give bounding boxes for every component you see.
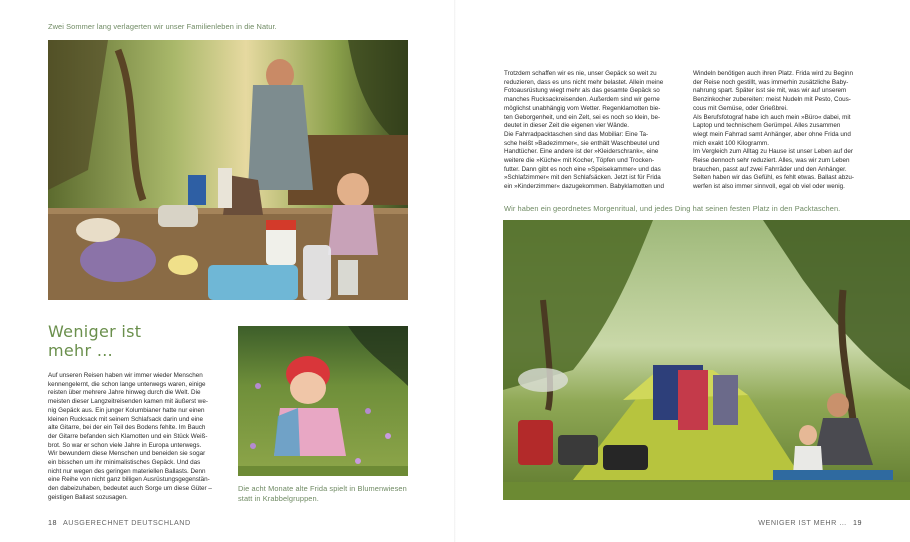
text-line: ein »Kinderzimmer« dazugekommen. Babyklamotten und: [504, 183, 664, 191]
right-body-column-1: [504, 70, 694, 192]
text-line: eine Reihe von nicht ganz billigen Ausrüstungsgegenstän-: [48, 476, 210, 484]
text-line: Reise dennoch sehr reduziert. Alles, was wir zum Leben: [693, 157, 850, 165]
text-line: cous mit Gemüse, oder Grießbrei.: [693, 104, 788, 112]
text-line: »Schlafzimmer« mit den Schlafsäcken. Jetzt ist für Frida: [504, 174, 661, 182]
text-line: mich exakt 100 Kilogramm.: [693, 139, 769, 147]
text-line: nahrung spart. Später isst sie mit, was wir auf unserem: [693, 87, 847, 95]
text-line: Auf unseren Reisen haben wir immer wieder Menschen: [48, 372, 203, 379]
breakfast-photo: [48, 40, 408, 300]
text-line: ten Geborgenheit, und ein Zelt, sei es noch so klein, be-: [504, 113, 661, 121]
left-body-text: [48, 372, 228, 503]
heading-line-2: mehr …: [48, 341, 114, 360]
caption-line: statt in Krabbelgruppen.: [238, 494, 319, 503]
top-photo-caption: Zwei Sommer lang verlagerten wir unser Familienleben in die Natur.: [48, 22, 277, 31]
right-folio: [758, 518, 862, 527]
text-line: Windeln benötigen auch ihren Platz. Frida wird zu Beginn: [693, 70, 853, 77]
campsite-photo: [503, 220, 910, 500]
text-line: Fotoausrüstung wiegt mehr als das gesamte Gepäck so: [504, 87, 660, 95]
text-line: nig Gepäck aus. Ein junger Kolumbianer hatte nur einen: [48, 406, 205, 414]
text-line: alte Gitarre, bei der ein Teil des Bodens fehlte. Im Bauch: [48, 424, 206, 432]
caption-line: Die acht Monate alte Frida spielt in Blumenwiesen: [238, 484, 407, 493]
text-line: möglichst unabhängig vom Wetter. Regenklamotten bie-: [504, 104, 661, 112]
text-line: Handtücher. Eine andere ist der »Kleiderschrank«, eine: [504, 148, 659, 156]
text-line: meisten dieser Langzeitreisenden kamen mit äußerst we-: [48, 398, 208, 406]
right-body-column-2: [693, 70, 873, 192]
text-line: den dabeizuhaben, bedeutet auch Sorge um diese Güter –: [48, 485, 212, 493]
text-line: Benzinkocher zubereiten: meist Nudeln mit Pesto, Cous-: [693, 96, 851, 104]
text-line: nicht nur wegen des geringen materiellen Ballasts. Denn: [48, 467, 206, 475]
text-line: kleinen Rucksack mit seinem Schlafsack darin und eine: [48, 415, 204, 423]
page-gutter: [454, 0, 456, 542]
baby-in-meadow-photo: [238, 326, 408, 476]
text-line: geistigen Ballast sozusagen.: [48, 493, 128, 501]
baby-photo-caption: [238, 484, 408, 504]
text-line: reduzieren, dass es uns nicht mehr belastet. Allein meine: [504, 78, 664, 86]
text-line: der Gitarre befanden sich Klamotten und ein Stück Weiß-: [48, 432, 208, 440]
camp-photo-caption: Wir haben ein geordnetes Morgenritual, und jedes Ding hat seinen festen Platz in den Packtaschen.: [504, 204, 841, 213]
text-line: Die Fahrradpacktaschen sind das Mobiliar: Eine Ta-: [504, 130, 649, 138]
text-line: kennengelernt, die schon lange unterwegs waren, einige: [48, 380, 206, 388]
text-line: weitere die »Küche« mit Kocher, Töpfen und Trocken-: [504, 157, 655, 165]
text-line: brauchen, passt auf zwei Fahrräder und den Anhänger.: [693, 165, 847, 173]
text-line: Als Berufsfotograf habe ich auch mein »Büro« dabei, mit: [693, 113, 851, 121]
running-title: WENIGER IST MEHR …: [758, 518, 847, 527]
text-line: Im Vergleich zum Alltag zu Hause ist unser Leben auf der: [693, 148, 853, 156]
text-line: sche heißt »Badezimmer«, sie enthält Waschbeutel und: [504, 139, 660, 147]
text-line: der Reise noch gestillt, was immerhin zusätzliche Baby-: [693, 78, 849, 86]
text-line: Trotzdem schaffen wir es nie, unser Gepäck so weit zu: [504, 70, 657, 77]
running-title: AUSGERECHNET DEUTSCHLAND: [63, 518, 191, 527]
text-line: Wir bewundern diese Menschen und beneiden sie sogar: [48, 450, 206, 458]
text-line: werfen ist also immer sinnvoll, egal ob viel oder wenig.: [693, 183, 845, 191]
text-line: deutet in dieser Zeit die eigenen vier Wände.: [504, 122, 629, 130]
text-line: Selten haben wir das Gefühl, es fehlt etwas. Ballast abzu-: [693, 174, 855, 182]
text-line: Laptop und technischem Gerümpel. Alles zusammen: [693, 122, 841, 130]
page-number: 19: [853, 518, 862, 527]
text-line: brot. So war er schon viele Jahre in Europa unterwegs.: [48, 441, 202, 449]
left-folio: [48, 518, 191, 527]
text-line: reisten über mehrere Jahre hinweg durch die Welt. Die: [48, 389, 201, 397]
heading-line-1: Weniger ist: [48, 322, 142, 341]
text-line: manches Rucksackreisenden. Außerdem sind wir gerne: [504, 96, 660, 104]
text-line: ein bisschen um ihr minimalistisches Gepäck. Und das: [48, 459, 201, 467]
page-number: 18: [48, 518, 57, 527]
text-line: futter. Dann gibt es noch eine »Speisekammer« und das: [504, 165, 661, 173]
section-heading: [48, 322, 228, 360]
text-line: wiegt mein Fahrrad samt Anhänger, aber ohne Frida und: [693, 130, 851, 138]
